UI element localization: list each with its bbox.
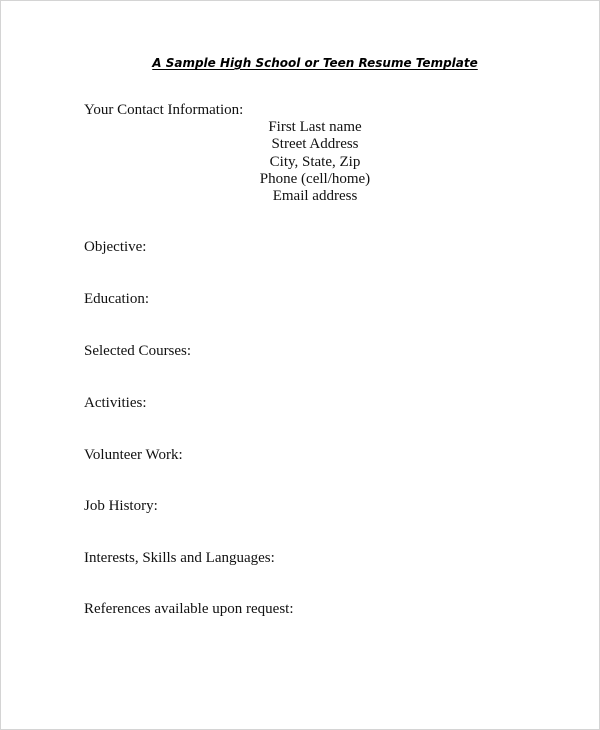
section-objective: Objective: [84,239,147,255]
section-job-history: Job History: [84,498,158,514]
section-interests-skills-languages: Interests, Skills and Languages: [84,550,275,566]
section-education: Education: [84,291,149,307]
document-title: A Sample High School or Teen Resume Template [152,56,478,70]
section-activities: Activities: [84,395,147,411]
contact-email: Email address [272,188,358,205]
contact-heading: Your Contact Information: [84,102,244,118]
contact-block [1,119,600,205]
contact-name: First Last name [268,119,362,135]
section-references: References available upon request: [84,601,294,617]
section-volunteer-work: Volunteer Work: [84,447,183,463]
section-selected-courses: Selected Courses: [84,343,192,359]
contact-phone: Phone (cell/home) [259,170,371,187]
contact-street: Street Address [271,136,359,153]
contact-city-state-zip: City, State, Zip [269,153,361,170]
